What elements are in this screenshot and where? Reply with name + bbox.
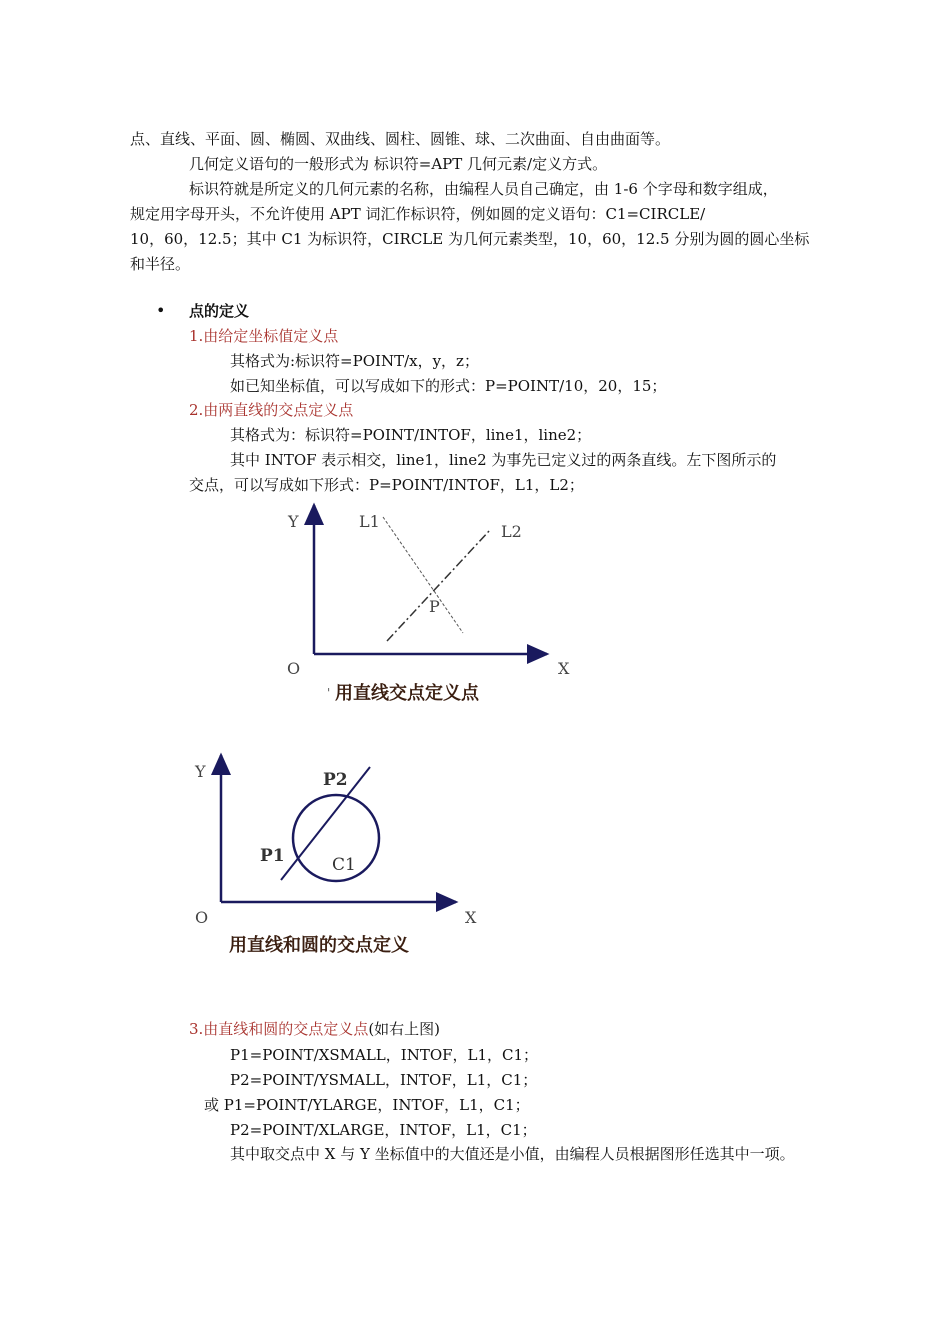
y-label: Y bbox=[288, 512, 299, 531]
paragraph-line: 点、直线、平面、圆、椭圆、双曲线、圆柱、圆锥、球、二次曲面、自由曲面等。 bbox=[130, 130, 671, 148]
paragraph-line: 规定用字母开头，不允许使用 APT 词汇作标识符，例如圆的定义语句：C1=CIRCLE/ bbox=[130, 205, 706, 223]
bullet-icon: • bbox=[156, 301, 166, 320]
origin-label: O bbox=[287, 659, 301, 678]
x-label: X bbox=[558, 659, 570, 678]
paragraph-line: 10，60，12.5；其中 C1 为标识符，CIRCLE 为几何元素类型，10，60，12.5 分别为圆的圆心坐标 bbox=[130, 230, 810, 248]
tick-mark: ' bbox=[327, 686, 331, 700]
item3-line: 或 P1=POINT/YLARGE，INTOF，L1，C1； bbox=[204, 1096, 530, 1114]
item2-heading: 2.由两直线的交点定义点 bbox=[189, 401, 354, 419]
p2-label: P2 bbox=[323, 770, 348, 790]
item3-line: 其中取交点中 X 与 Y 坐标值中的大值还是小值，由编程人员根据图形任选其中一项。 bbox=[230, 1145, 795, 1163]
item1-heading: 1.由给定坐标值定义点 bbox=[189, 327, 339, 345]
l1-label: L1 bbox=[359, 512, 380, 531]
x-label: X bbox=[465, 908, 477, 927]
paragraph-line: 和半径。 bbox=[130, 255, 191, 273]
figure2-caption: 用直线和圆的交点定义 bbox=[229, 935, 409, 956]
y-label: Y bbox=[195, 762, 206, 781]
item1-line: 如已知坐标值，可以写成如下的形式：P=POINT/10，20，15； bbox=[230, 377, 667, 395]
l2-label: L2 bbox=[501, 522, 522, 541]
p1-label: P1 bbox=[260, 846, 285, 866]
figure-line-circle-intersection bbox=[194, 755, 477, 956]
p-label: P bbox=[429, 597, 440, 616]
line-l1 bbox=[383, 517, 463, 633]
section-title: 点的定义 bbox=[189, 302, 250, 320]
figure1-caption: 用直线交点定义点 bbox=[335, 683, 479, 704]
c1-label: C1 bbox=[332, 855, 356, 875]
item1-line: 其格式为:标识符=POINT/x，y，z； bbox=[230, 352, 479, 370]
paragraph-line: 标识符就是所定义的几何元素的名称，由编程人员自己确定，由 1-6 个字母和数字组成， bbox=[189, 180, 778, 198]
paragraph-line: 几何定义语句的一般形式为 标识符=APT 几何元素/定义方式。 bbox=[189, 155, 608, 173]
origin-label: O bbox=[195, 908, 209, 927]
item2-line: 其格式为：标识符=POINT/INTOF，line1，line2； bbox=[230, 426, 592, 444]
item2-line: 交点，可以写成如下形式：P=POINT/INTOF，L1，L2； bbox=[189, 476, 584, 494]
item3-heading-suffix: (如右上图) bbox=[368, 1020, 441, 1038]
item3-line: P2=POINT/XLARGE，INTOF，L1，C1； bbox=[230, 1121, 537, 1139]
item3-heading: 3.由直线和圆的交点定义点 bbox=[189, 1020, 369, 1038]
item3-heading-row bbox=[189, 1019, 440, 1039]
item3-line: P2=POINT/YSMALL，INTOF，L1，C1； bbox=[230, 1071, 538, 1089]
item3-line: P1=POINT/XSMALL，INTOF，L1，C1； bbox=[230, 1046, 539, 1064]
item2-line: 其中 INTOF 表示相交，line1，line2 为事先已定义过的两条直线。左下图所示的 bbox=[230, 451, 777, 469]
figure-line-intersection bbox=[287, 505, 570, 704]
line-l2 bbox=[387, 530, 490, 641]
